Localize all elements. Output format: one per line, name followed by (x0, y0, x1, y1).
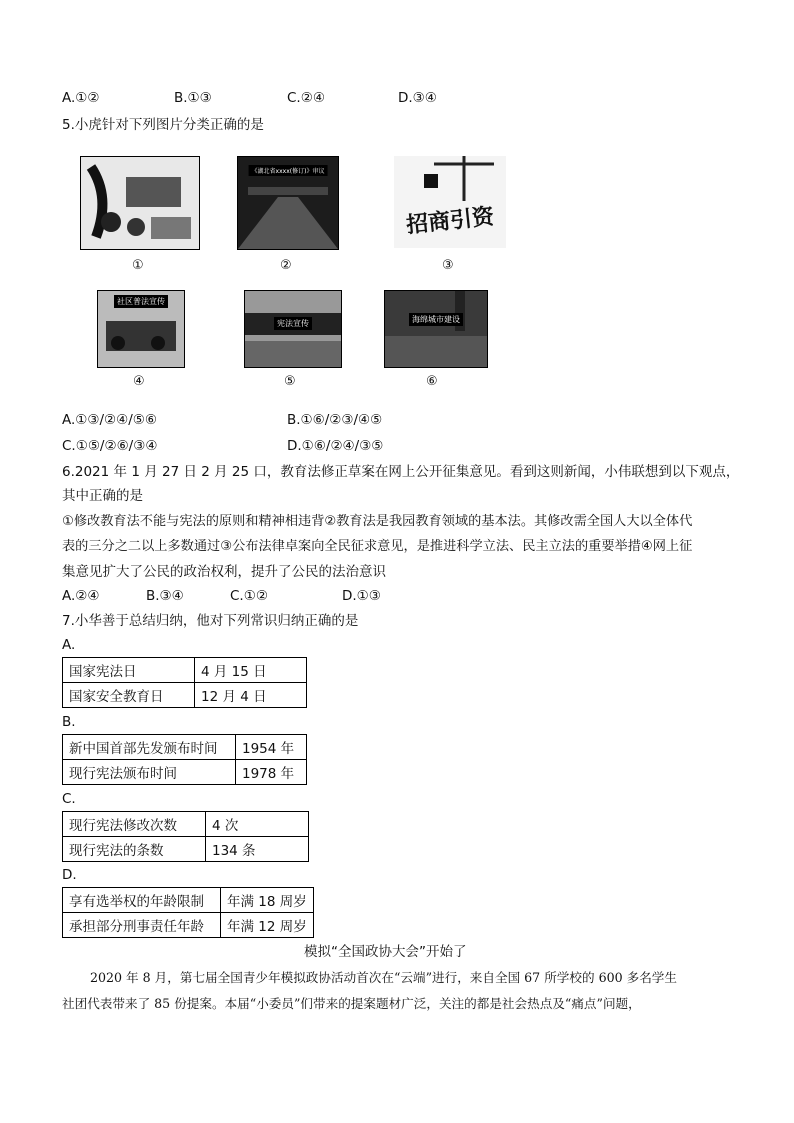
q5-option-d: D.①⑥/②④/③⑤ (287, 438, 384, 454)
q6-body-line2: 表的三分之二以上多数通过③公布法律卓案向全民征求意见，是推进科学立法、民主立法的重要举措④网上征 (62, 539, 693, 554)
q4-option-b: B.①③ (174, 90, 212, 106)
table-cell: 年满 12 周岁 (221, 913, 314, 938)
q7-table-a (62, 657, 307, 708)
table-cell: 1978 年 (236, 760, 307, 785)
q5-option-c: C.①⑤/②⑥/③④ (62, 438, 158, 454)
q5-image-5 (244, 290, 342, 368)
q4-option-d: D.③④ (398, 90, 437, 106)
q5-image-5-number: ⑤ (284, 374, 296, 389)
table-row (63, 760, 307, 785)
q5-option-b: B.①⑥/②③/④⑤ (287, 412, 383, 428)
table-row (63, 888, 314, 913)
q6-option-b: B.③④ (146, 588, 184, 604)
table-cell: 现行宪法的条数 (63, 837, 206, 862)
table-cell: 4 次 (206, 812, 309, 837)
q7-table-c (62, 811, 309, 862)
q7-group-b-label: B. (62, 714, 76, 730)
construction-site-icon (385, 291, 487, 367)
q7-group-d-label: D. (62, 867, 77, 883)
q5-image-4-number: ④ (133, 374, 145, 389)
q5-image-4-caption: 社区普法宣传 (114, 295, 168, 308)
cartoon-illustration-icon (81, 157, 199, 249)
q6-body-line1: ①修改教育法不能与宪法的原则和精神相违背②教育法是我园教育领域的基本法。其修改需全国人大以全体代 (62, 514, 693, 529)
q5-image-3-number: ③ (442, 258, 454, 273)
table-cell: 新中国首部先发颁布时间 (63, 735, 236, 760)
table-cell: 年满 18 周岁 (221, 888, 314, 913)
q5-image-2 (237, 156, 339, 250)
q5-image-6-number: ⑥ (426, 374, 438, 389)
table-cell: 4 月 15 日 (195, 658, 307, 683)
q6-option-a: A.②④ (62, 588, 100, 604)
q5-image-1 (80, 156, 200, 250)
q5-image-6 (384, 290, 488, 368)
q7-group-c-label: C. (62, 791, 76, 807)
q5-image-4 (97, 290, 185, 368)
q5-image-3-caption: 招商引资 (405, 204, 496, 239)
q7-table-d (62, 887, 314, 938)
table-cell: 现行宪法修改次数 (63, 812, 206, 837)
q6-stem-line2: 其中正确的是 (62, 488, 143, 504)
q5-image-3 (394, 156, 506, 248)
table-row (63, 658, 307, 683)
table-cell: 1954 年 (236, 735, 307, 760)
q5-image-2-caption: 《湖北省xxxx(修订)》审议 (249, 165, 328, 176)
article-line-2: 社团代表带来了 85 份提案。本届“小委员”们带来的提案题材广泛，关注的都是社会热点及“痛点”问题， (62, 996, 641, 1011)
table-row (63, 837, 309, 862)
q5-option-a: A.①③/②④/⑤⑥ (62, 412, 158, 428)
q5-stem: 5.小虎针对下列图片分类正确的是 (62, 117, 264, 133)
article-line-1: 2020 年 8 月，第七届全国青少年模拟政协活动首次在“云端”进行，来自全国 67 所学校的 600 多名学生 (90, 970, 677, 985)
table-row (63, 812, 309, 837)
q4-option-c: C.②④ (287, 90, 325, 106)
q5-image-6-caption: 海绵城市建设 (409, 313, 463, 326)
table-cell: 享有选举权的年龄限制 (63, 888, 221, 913)
q7-group-a-label: A. (62, 637, 76, 653)
q6-option-c: C.①② (230, 588, 268, 604)
table-cell: 现行宪法颁布时间 (63, 760, 236, 785)
q7-table-b (62, 734, 307, 785)
q6-body-line3: 集意见扩大了公民的政治权利，提升了公民的法治意识 (62, 564, 386, 580)
table-cell: 国家安全教育日 (63, 683, 195, 708)
table-row (63, 683, 307, 708)
table-cell: 12 月 4 日 (195, 683, 307, 708)
table-row (63, 913, 314, 938)
q6-option-d: D.①③ (342, 588, 381, 604)
table-row (63, 735, 307, 760)
q5-image-1-number: ① (132, 258, 144, 273)
q6-stem-line1: 6.2021 年 1 月 27 日 2 月 25 口，教育法修正草案在网上公开征集意见。看到这则新闻，小伟联想到以下观点， (62, 464, 740, 480)
table-cell: 134 条 (206, 837, 309, 862)
table-cell: 国家宪法日 (63, 658, 195, 683)
table-cell: 承担部分刑事责任年龄 (63, 913, 221, 938)
q5-image-2-number: ② (280, 258, 292, 273)
q5-image-5-caption: 宪法宣传 (274, 317, 312, 330)
q7-stem: 7.小华善于总结归纳，他对下列常识归纳正确的是 (62, 613, 359, 629)
article-title: 模拟“全国政协大会”开始了 (304, 944, 467, 960)
q4-option-a: A.①② (62, 90, 100, 106)
